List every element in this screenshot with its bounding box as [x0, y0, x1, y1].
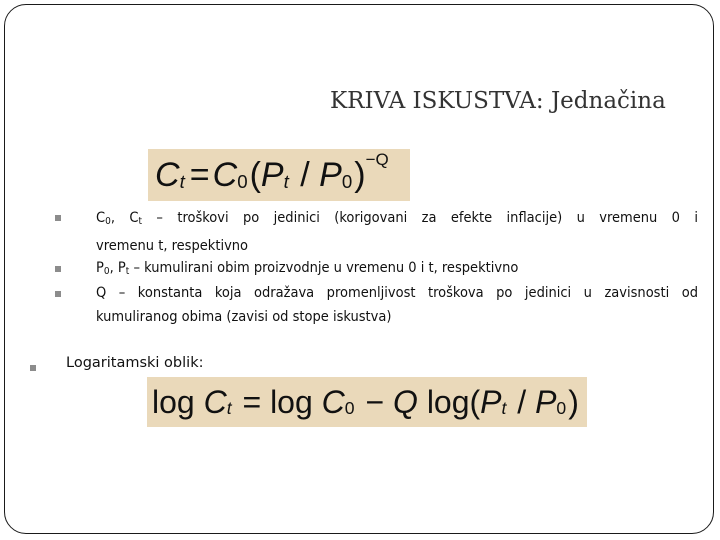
- item-line: C0, Ct – troškovi po jedinici (korigovani za efekte inflacije) u vremenu 0 i: [96, 210, 698, 227]
- item-line: kumuliranog obima (zavisi od stope iskustva): [96, 309, 392, 325]
- item-line: vremenu t, respektivno: [96, 238, 249, 254]
- bullet-marker: [55, 291, 61, 297]
- bullet-marker: [55, 215, 61, 221]
- log-form-formula: log C t = log C 0 − Q log( P t / P 0 ): [147, 377, 587, 427]
- log-form-label: Logaritamski oblik:: [66, 355, 204, 371]
- bullet-marker: [55, 266, 61, 272]
- list-item-constant: [96, 281, 698, 329]
- list-item-volume: [96, 256, 698, 284]
- item-line: Q – konstanta koja odražava promenljivost troškova po jedinici u zavisnosti od: [96, 285, 698, 301]
- list-item-costs: [96, 206, 698, 258]
- item-line: P0, Pt – kumulirani obim proizvodnje u vremenu 0 i t, respektivno: [96, 260, 519, 277]
- slide-title: KRIVA ISKUSTVA: Jednačina: [330, 88, 666, 114]
- experience-curve-formula: C t = C 0 ( P t / P 0 ) −Q: [148, 149, 410, 201]
- bullet-marker: [30, 365, 36, 371]
